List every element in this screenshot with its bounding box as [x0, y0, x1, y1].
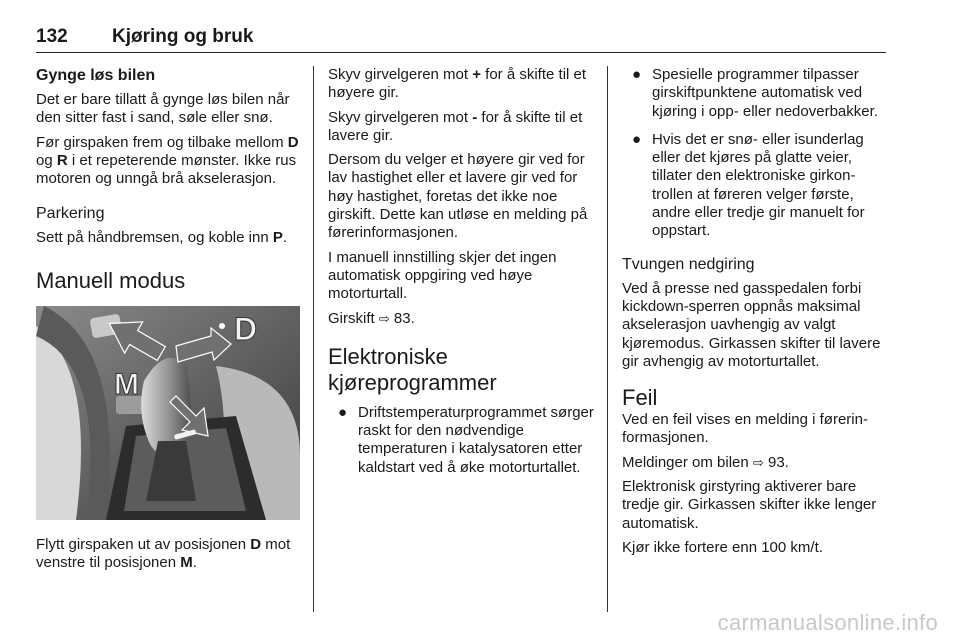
programs-list-continued	[622, 66, 888, 241]
column-1	[36, 66, 300, 578]
heading-elektroniske-kjoreprogrammer: Elektroniske kjøreprogrammer	[328, 343, 497, 395]
gear-selector-illustration	[36, 306, 300, 520]
third-gear-paragraph: Elektronisk girstyring aktiverer bare tredje gir. Girkassen skifter ikke lenger automatisk.	[622, 478, 877, 532]
figure-caption: Flytt girspaken ut av posisjonen D mot venstre til posisjonen M.	[36, 535, 291, 572]
page-number: 132	[36, 26, 68, 47]
page-header	[36, 22, 886, 53]
bullet-icon: ●	[632, 130, 642, 148]
figure-label-m: M	[114, 367, 139, 401]
column-3	[622, 66, 888, 563]
tvungen-paragraph: Ved å presse ned gasspedalen forbi kickdown-sperren oppnås maksimal akselerasjon uavhengig av valgt kjøremodus. Girkassen skifter til lavere gir avhengig av motorturtallet.	[622, 279, 881, 370]
parkering-paragraph: Sett på håndbremsen, og koble inn P.	[36, 229, 288, 247]
page-ref-arrow-icon: ⇨	[752, 454, 764, 470]
plus-paragraph: Skyv girvelgeren mot + for å skifte til et høyere gir.	[328, 66, 587, 102]
heading-feil: Feil	[622, 385, 658, 411]
meldinger-reference[interactable]: Meldinger om bilen ⇨ 93.	[622, 453, 789, 471]
gynge-paragraph-1: Det er bare tillatt å gynge løs bilen når den sitter fast i sand, søle eller snø.	[36, 91, 290, 127]
gynge-paragraph-2: Før girspaken frem og tilbake mellom D og R i et repeterende mønster. Ikke rus motoren og unngå brå akselerasjon.	[36, 133, 299, 188]
column-2	[328, 66, 594, 481]
figure-label-d: D	[234, 310, 258, 347]
heading-parkering: Parkering	[36, 205, 105, 223]
heading-gynge: Gynge løs bilen	[36, 67, 156, 84]
no-upshift-paragraph: I manuell innstilling skjer det ingen automatisk oppgiring ved høye motorturtall.	[328, 248, 557, 303]
gear-selector-figure	[36, 306, 300, 520]
minus-paragraph: Skyv girvelgeren mot - for å skifte til et lavere gir.	[328, 108, 583, 144]
list-item: ● Driftstemperaturprogrammet sørger raskt for den nødvendige temperaturen i katalysatoren etter kaldstart ved å øke motorturtallet.	[338, 403, 594, 476]
watermark: carmanualsonline.info	[717, 610, 938, 635]
bullet-icon: ●	[338, 403, 348, 421]
column-divider-1	[313, 66, 314, 612]
list-item: ● Hvis det er snø- eller isunderlag eller det kjøres på glatte veier, tillater den elektroniske girkontrollen at føreren velger første, andre eller tredje gir manuelt for oppstart.	[632, 130, 865, 240]
shift-limit-paragraph: Dersom du velger et høyere gir ved for lav hastighet eller et lavere gir ved for høy hastighet, foretas det ikke noe girskift. Dette kan utløse en melding på førerinformasjonen.	[328, 151, 588, 242]
heading-tvungen-nedgiring: Tvungen nedgiring	[622, 255, 755, 273]
chapter-title: Kjøring og bruk	[112, 26, 254, 47]
page-ref-arrow-icon: ⇨	[378, 310, 390, 326]
column-divider-2	[607, 66, 608, 612]
list-item: ● Spesielle programmer tilpasser girskiftpunktene automatisk ved kjøring i opp- eller nedoverbakker.	[632, 66, 878, 120]
heading-manuell-modus: Manuell modus	[36, 267, 186, 293]
speed-limit-paragraph: Kjør ikke fortere enn 100 km/t.	[622, 538, 823, 556]
feil-paragraph: Ved en feil vises en melding i førerinformasjonen.	[622, 411, 868, 447]
girskift-reference[interactable]: Girskift ⇨ 83.	[328, 309, 415, 327]
bullet-icon: ●	[632, 66, 642, 83]
programs-list	[328, 404, 594, 477]
